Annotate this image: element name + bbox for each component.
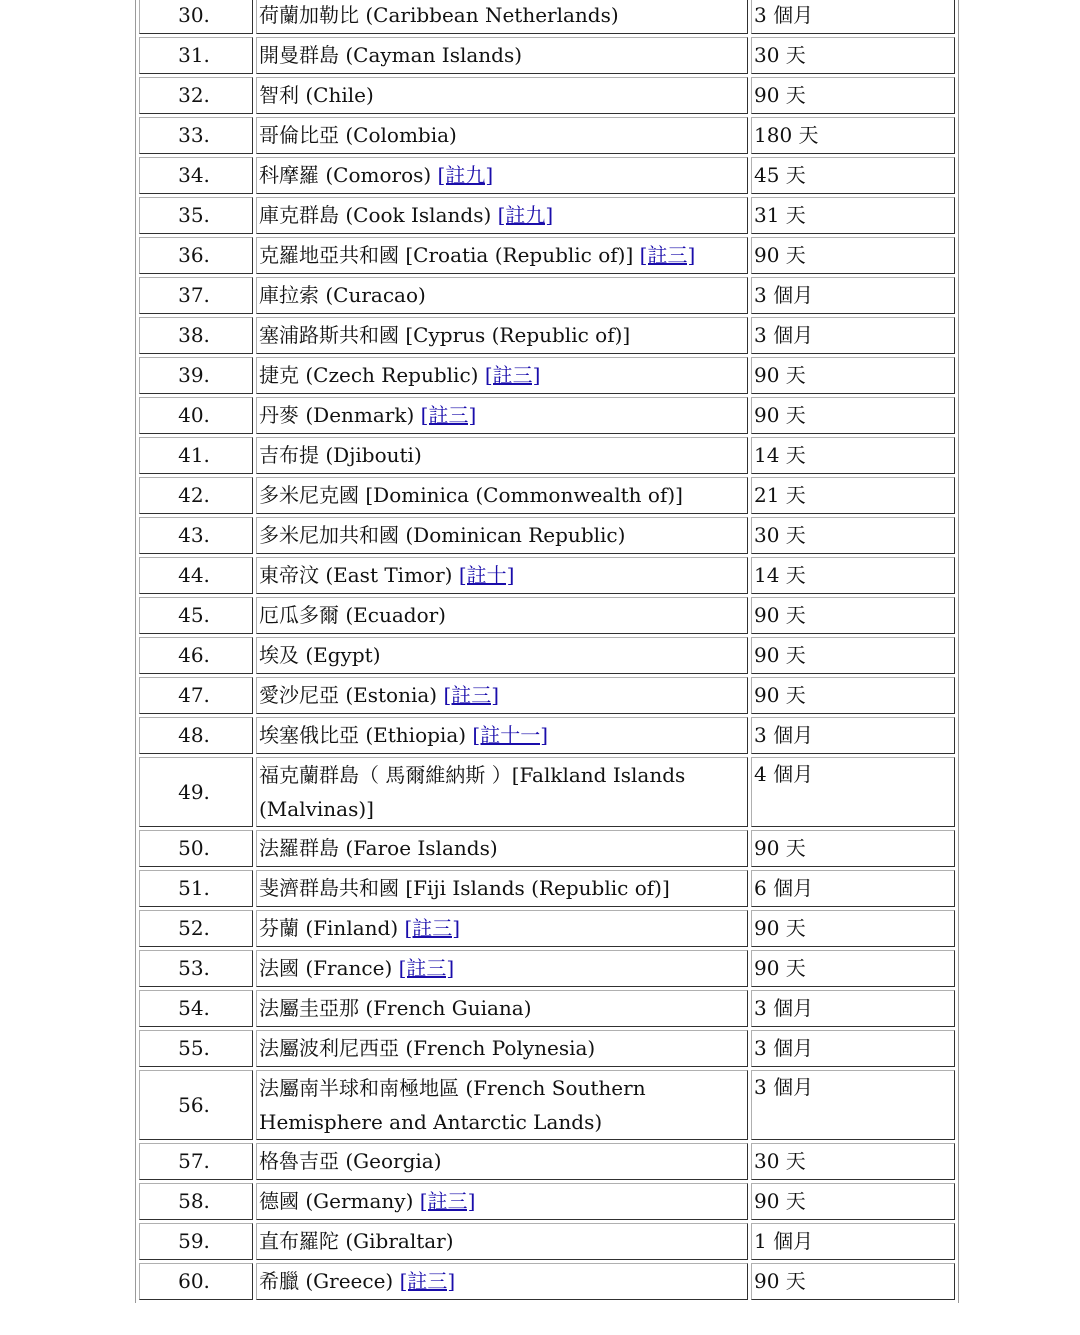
row-number: 36. xyxy=(139,237,253,274)
table-row xyxy=(139,637,955,674)
stay-duration: 90 天 xyxy=(751,1183,955,1220)
country-name: 直布羅陀 (Gibraltar) xyxy=(259,1229,454,1253)
row-number: 52. xyxy=(139,910,253,947)
row-number: 51. xyxy=(139,870,253,907)
stay-duration: 3 個月 xyxy=(751,990,955,1027)
stay-duration: 90 天 xyxy=(751,237,955,274)
table-row xyxy=(139,237,955,274)
country-name: 荷蘭加勒比 (Caribbean Netherlands) xyxy=(259,3,619,27)
stay-duration: 90 天 xyxy=(751,830,955,867)
table-row xyxy=(139,77,955,114)
country-name: 開曼群島 (Cayman Islands) xyxy=(259,43,523,67)
stay-duration: 6 個月 xyxy=(751,870,955,907)
footnote-link[interactable]: [註三] xyxy=(484,363,541,387)
table-row xyxy=(139,397,955,434)
country-name: 哥倫比亞 (Colombia) xyxy=(259,123,457,147)
country-cell xyxy=(256,1263,748,1300)
row-number: 47. xyxy=(139,677,253,714)
row-number: 33. xyxy=(139,117,253,154)
country-name: 法屬圭亞那 (French Guiana) xyxy=(259,996,532,1020)
country-cell xyxy=(256,910,748,947)
stay-duration: 4 個月 xyxy=(751,757,955,827)
table-row xyxy=(139,517,955,554)
footnote-link[interactable]: [註十] xyxy=(458,563,515,587)
table-row xyxy=(139,1183,955,1220)
stay-duration: 30 天 xyxy=(751,1143,955,1180)
country-cell xyxy=(256,950,748,987)
country-name: 希臘 (Greece) xyxy=(259,1269,400,1293)
stay-duration: 21 天 xyxy=(751,477,955,514)
footnote-link[interactable]: [註九] xyxy=(497,203,554,227)
row-number: 60. xyxy=(139,1263,253,1300)
country-name: 福克蘭群島（ 馬爾維納斯 ）[Falkland Islands (Malvinas)] xyxy=(259,763,686,821)
country-name: 多米尼加共和國 (Dominican Republic) xyxy=(259,523,626,547)
stay-duration: 14 天 xyxy=(751,437,955,474)
country-cell xyxy=(256,717,748,754)
stay-duration: 90 天 xyxy=(751,1263,955,1300)
row-number: 44. xyxy=(139,557,253,594)
visa-free-table xyxy=(135,0,959,1303)
table-row xyxy=(139,950,955,987)
country-cell xyxy=(256,317,748,354)
stay-duration: 31 天 xyxy=(751,197,955,234)
country-cell xyxy=(256,437,748,474)
country-cell xyxy=(256,757,748,827)
footnote-link[interactable]: [註三] xyxy=(399,1269,456,1293)
footnote-link[interactable]: [註九] xyxy=(437,163,494,187)
table-body xyxy=(139,0,955,1300)
country-name: 埃塞俄比亞 (Ethiopia) xyxy=(259,723,473,747)
stay-duration: 3 個月 xyxy=(751,1070,955,1140)
stay-duration: 90 天 xyxy=(751,637,955,674)
row-number: 38. xyxy=(139,317,253,354)
country-name: 斐濟群島共和國 [Fiji Islands (Republic of)] xyxy=(259,876,670,900)
row-number: 42. xyxy=(139,477,253,514)
country-cell xyxy=(256,637,748,674)
country-name: 法屬波利尼西亞 (French Polynesia) xyxy=(259,1036,596,1060)
row-number: 32. xyxy=(139,77,253,114)
country-cell xyxy=(256,1030,748,1067)
table-row xyxy=(139,1030,955,1067)
country-cell xyxy=(256,1070,748,1140)
country-name: 德國 (Germany) xyxy=(259,1189,420,1213)
country-cell xyxy=(256,37,748,74)
table-row xyxy=(139,757,955,827)
table-row xyxy=(139,437,955,474)
country-name: 克羅地亞共和國 [Croatia (Republic of)] xyxy=(259,243,640,267)
stay-duration: 90 天 xyxy=(751,910,955,947)
country-name: 法國 (France) xyxy=(259,956,399,980)
country-cell xyxy=(256,0,748,34)
stay-duration: 14 天 xyxy=(751,557,955,594)
footnote-link[interactable]: [註三] xyxy=(398,956,455,980)
stay-duration: 3 個月 xyxy=(751,317,955,354)
country-name: 科摩羅 (Comoros) xyxy=(259,163,438,187)
country-cell xyxy=(256,597,748,634)
table-row xyxy=(139,1223,955,1260)
country-name: 吉布提 (Djibouti) xyxy=(259,443,422,467)
country-cell xyxy=(256,357,748,394)
country-name: 埃及 (Egypt) xyxy=(259,643,381,667)
country-cell xyxy=(256,1183,748,1220)
footnote-link[interactable]: [註十一] xyxy=(472,723,549,747)
country-cell xyxy=(256,517,748,554)
country-name: 法羅群島 (Faroe Islands) xyxy=(259,836,498,860)
table-row xyxy=(139,0,955,34)
table-row xyxy=(139,557,955,594)
row-number: 31. xyxy=(139,37,253,74)
row-number: 59. xyxy=(139,1223,253,1260)
row-number: 30. xyxy=(139,0,253,34)
country-cell xyxy=(256,237,748,274)
country-cell xyxy=(256,1223,748,1260)
country-cell xyxy=(256,157,748,194)
country-cell xyxy=(256,990,748,1027)
row-number: 48. xyxy=(139,717,253,754)
country-name: 格魯吉亞 (Georgia) xyxy=(259,1149,442,1173)
stay-duration: 90 天 xyxy=(751,950,955,987)
table-row xyxy=(139,677,955,714)
footnote-link[interactable]: [註三] xyxy=(639,243,696,267)
table-row xyxy=(139,830,955,867)
row-number: 41. xyxy=(139,437,253,474)
stay-duration: 3 個月 xyxy=(751,277,955,314)
country-name: 愛沙尼亞 (Estonia) xyxy=(259,683,444,707)
country-name: 庫克群島 (Cook Islands) xyxy=(259,203,498,227)
country-cell xyxy=(256,1143,748,1180)
row-number: 50. xyxy=(139,830,253,867)
table-row xyxy=(139,157,955,194)
stay-duration: 180 天 xyxy=(751,117,955,154)
country-cell xyxy=(256,117,748,154)
table-row xyxy=(139,357,955,394)
country-name: 多米尼克國 [Dominica (Commonwealth of)] xyxy=(259,483,683,507)
country-cell xyxy=(256,477,748,514)
country-cell xyxy=(256,870,748,907)
row-number: 34. xyxy=(139,157,253,194)
row-number: 46. xyxy=(139,637,253,674)
table-row xyxy=(139,117,955,154)
country-name: 法屬南半球和南極地區 (French Southern Hemisphere and Antarctic Lands) xyxy=(259,1076,646,1134)
country-cell xyxy=(256,77,748,114)
row-number: 55. xyxy=(139,1030,253,1067)
row-number: 35. xyxy=(139,197,253,234)
row-number: 53. xyxy=(139,950,253,987)
country-cell xyxy=(256,197,748,234)
row-number: 39. xyxy=(139,357,253,394)
country-name: 厄瓜多爾 (Ecuador) xyxy=(259,603,446,627)
table-row xyxy=(139,1263,955,1300)
stay-duration: 90 天 xyxy=(751,677,955,714)
row-number: 43. xyxy=(139,517,253,554)
row-number: 45. xyxy=(139,597,253,634)
table-row xyxy=(139,277,955,314)
stay-duration: 90 天 xyxy=(751,77,955,114)
country-name: 丹麥 (Denmark) xyxy=(259,403,421,427)
table-row xyxy=(139,597,955,634)
stay-duration: 1 個月 xyxy=(751,1223,955,1260)
table-row xyxy=(139,37,955,74)
row-number: 37. xyxy=(139,277,253,314)
country-cell xyxy=(256,677,748,714)
stay-duration: 90 天 xyxy=(751,357,955,394)
stay-duration: 45 天 xyxy=(751,157,955,194)
row-number: 56. xyxy=(139,1070,253,1140)
stay-duration: 30 天 xyxy=(751,37,955,74)
country-cell xyxy=(256,830,748,867)
row-number: 54. xyxy=(139,990,253,1027)
stay-duration: 3 個月 xyxy=(751,717,955,754)
country-cell xyxy=(256,277,748,314)
footnote-link[interactable]: [註三] xyxy=(443,683,500,707)
stay-duration: 90 天 xyxy=(751,397,955,434)
country-cell xyxy=(256,557,748,594)
country-name: 捷克 (Czech Republic) xyxy=(259,363,485,387)
row-number: 40. xyxy=(139,397,253,434)
table-row xyxy=(139,1143,955,1180)
table-row xyxy=(139,717,955,754)
table-row xyxy=(139,990,955,1027)
country-name: 芬蘭 (Finland) xyxy=(259,916,405,940)
visa-free-table-container xyxy=(135,0,959,1303)
stay-duration: 30 天 xyxy=(751,517,955,554)
table-row xyxy=(139,317,955,354)
footnote-link[interactable]: [註三] xyxy=(420,403,477,427)
table-row xyxy=(139,197,955,234)
row-number: 58. xyxy=(139,1183,253,1220)
country-name: 庫拉索 (Curacao) xyxy=(259,283,426,307)
table-row xyxy=(139,910,955,947)
country-name: 東帝汶 (East Timor) xyxy=(259,563,459,587)
country-cell xyxy=(256,397,748,434)
table-row xyxy=(139,477,955,514)
row-number: 57. xyxy=(139,1143,253,1180)
stay-duration: 90 天 xyxy=(751,597,955,634)
footnote-link[interactable]: [註三] xyxy=(404,916,461,940)
row-number: 49. xyxy=(139,757,253,827)
country-name: 塞浦路斯共和國 [Cyprus (Republic of)] xyxy=(259,323,631,347)
table-row xyxy=(139,1070,955,1140)
country-name: 智利 (Chile) xyxy=(259,83,374,107)
table-row xyxy=(139,870,955,907)
stay-duration: 3 個月 xyxy=(751,0,955,34)
footnote-link[interactable]: [註三] xyxy=(419,1189,476,1213)
stay-duration: 3 個月 xyxy=(751,1030,955,1067)
